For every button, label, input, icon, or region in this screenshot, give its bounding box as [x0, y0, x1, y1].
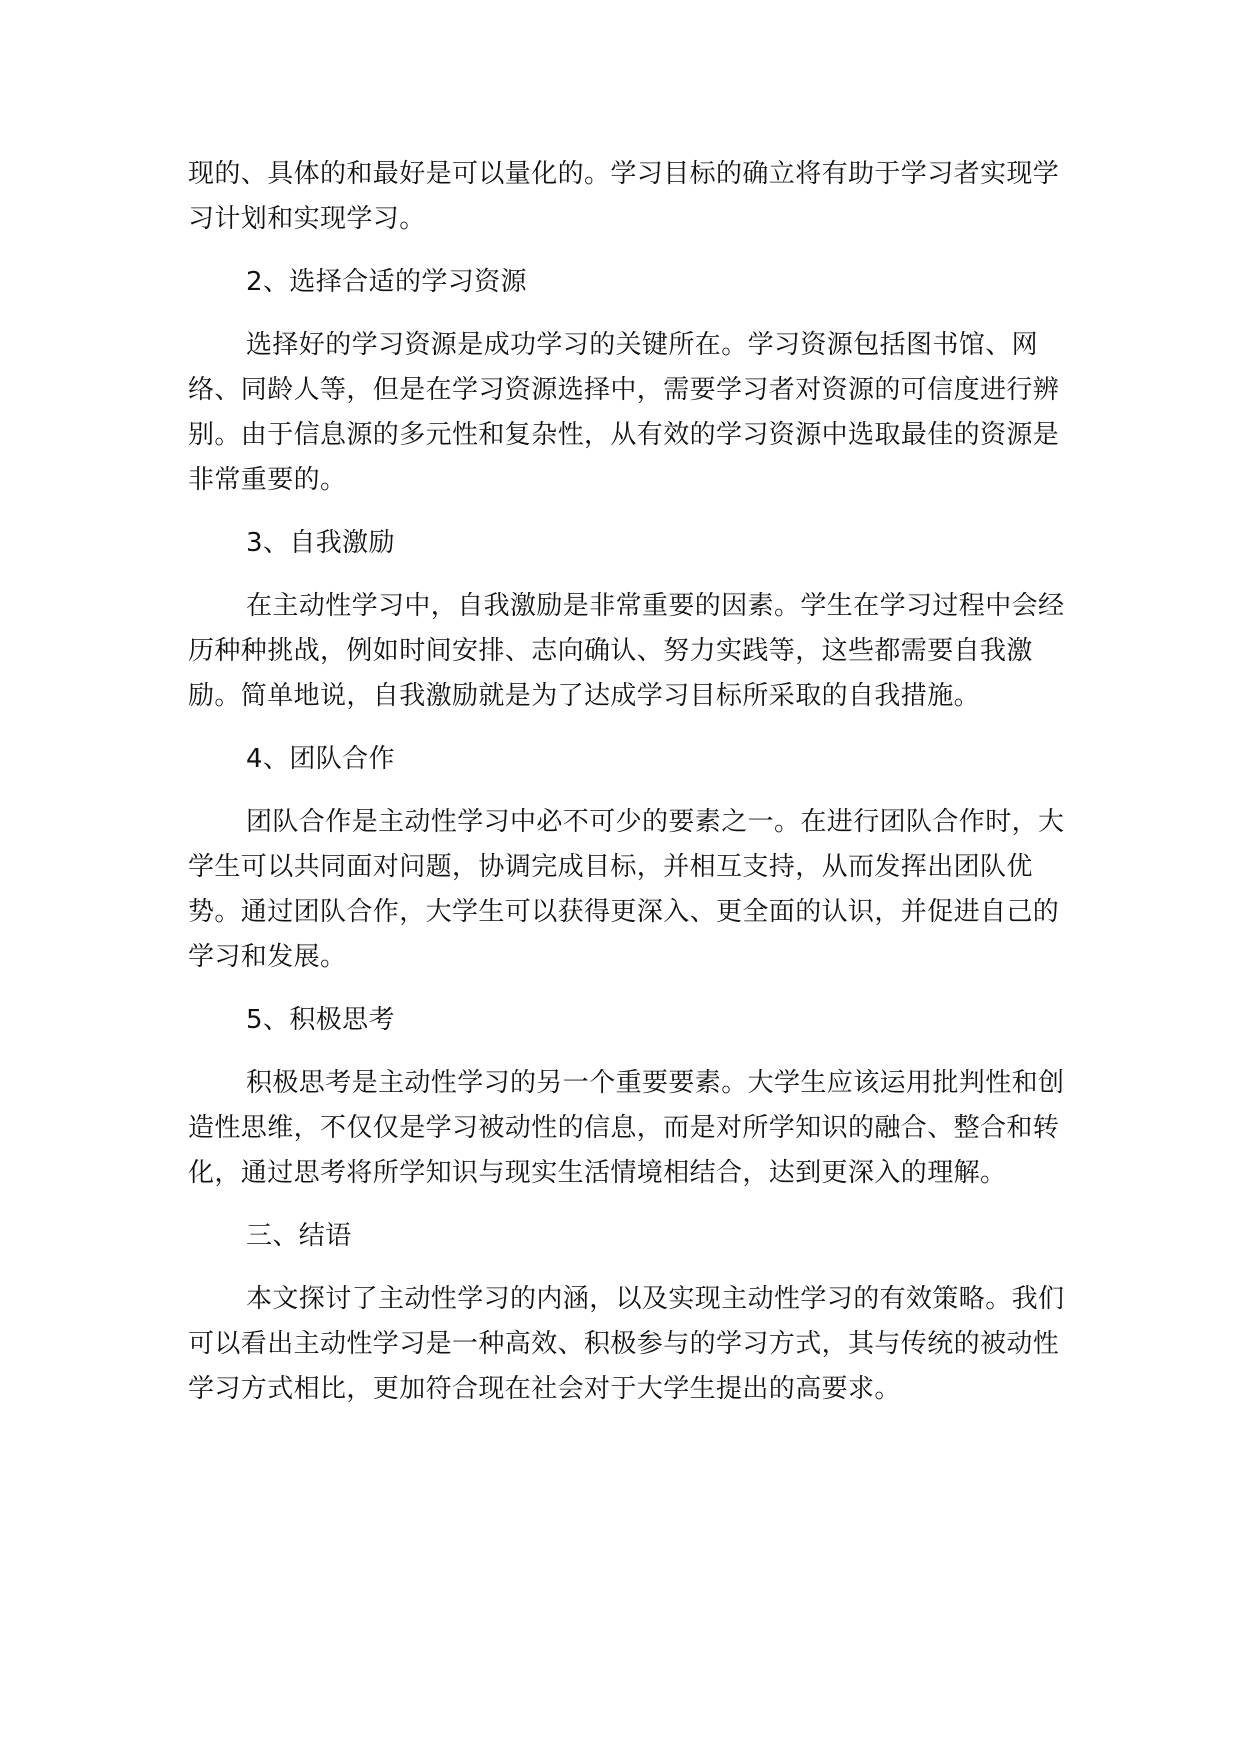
section-heading-teamwork: 4、团队合作: [246, 744, 395, 774]
paragraph-self-motivation: 在主动性学习中，自我激励是非常重要的因素。学生在学习过程中会经历种种挑战，例如时间安排、志向确认、努力实践等，这些都需要自我激励。简单地说，自我激励就是为了达成学习目标所采取的自我措施。: [188, 591, 1065, 711]
paragraph-conclusion: 本文探讨了主动性学习的内涵，以及实现主动性学习的有效策略。我们可以看出主动性学习是一种高效、积极参与的学习方式，其与传统的被动性学习方式相比，更加符合现在社会对于大学生提出的高要求。: [188, 1284, 1065, 1404]
paragraph-active-thinking: 积极思考是主动性学习的另一个重要要素。大学生应该运用批判性和创造性思维，不仅仅是学习被动性的信息，而是对所学知识的融合、整合和转化，通过思考将所学知识与现实生活情境相结合，达到更深入的理解。: [188, 1068, 1065, 1188]
section-heading-conclusion: 三、结语: [246, 1221, 352, 1251]
section-heading-self-motivation: 3、自我激励: [246, 528, 395, 558]
paragraph-teamwork: 团队合作是主动性学习中必不可少的要素之一。在进行团队合作时，大学生可以共同面对问题，协调完成目标，并相互支持，从而发挥出团队优势。通过团队合作，大学生可以获得更深入、更全面的认识，并促进自己的学习和发展。: [188, 807, 1065, 972]
document-body: [188, 152, 1068, 1430]
section-heading-learning-resources: 2、选择合适的学习资源: [246, 267, 527, 297]
paragraph-learning-resources: 选择好的学习资源是成功学习的关键所在。学习资源包括图书馆、网络、同龄人等，但是在学习资源选择中，需要学习者对资源的可信度进行辨别。由于信息源的多元性和复杂性，从有效的学习资源中选取最佳的资源是非常重要的。: [188, 330, 1060, 495]
paragraph-continuation: 现的、具体的和最好是可以量化的。学习目标的确立将有助于学习者实现学习计划和实现学习。: [188, 159, 1060, 234]
section-heading-active-thinking: 5、积极思考: [246, 1005, 395, 1035]
